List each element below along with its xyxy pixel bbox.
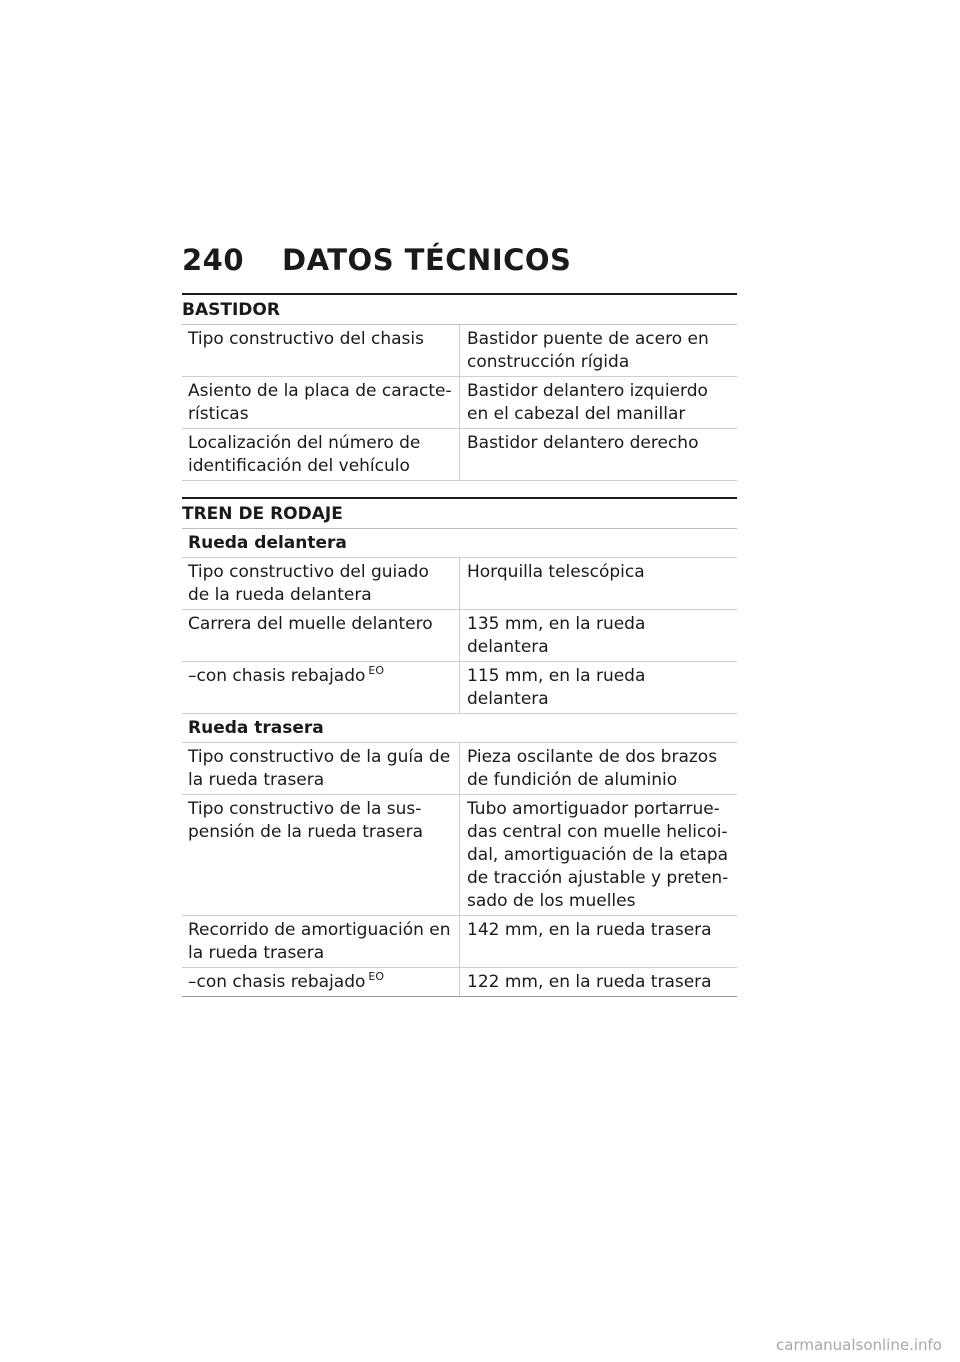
tren-de-rodaje-table (182, 529, 737, 997)
page-heading (182, 243, 737, 283)
section-title-bastidor: BASTIDOR (182, 293, 737, 325)
row-value: 142 mm, en la rueda trasera (460, 916, 738, 968)
row-label: Asiento de la placa de caracte-rísticas (182, 377, 460, 429)
subsection-title-rueda-trasera: Rueda trasera (182, 714, 737, 743)
row-label: Localización del número de identificación del vehículo (182, 429, 460, 481)
row-value: 115 mm, en la rueda delantera (460, 662, 738, 714)
page-title: DATOS TÉCNICOS (282, 243, 572, 277)
section-title-tren-de-rodaje: TREN DE RODAJE (182, 497, 737, 529)
row-label (182, 968, 460, 997)
row-label (182, 662, 460, 714)
row-label-text: –con chasis rebajado (188, 972, 366, 992)
row-value: 122 mm, en la rueda trasera (460, 968, 738, 997)
page-number: 240 (182, 243, 245, 277)
row-value: Bastidor delantero izquierdo en el cabezal del manillar (460, 377, 738, 429)
row-label: Tipo constructivo de la guía de la rueda trasera (182, 743, 460, 795)
row-label: Tipo constructivo del chasis (182, 325, 460, 377)
row-value: Pieza oscilante de dos brazos de fundición de aluminio (460, 743, 738, 795)
row-value: 135 mm, en la rueda delantera (460, 610, 738, 662)
table-row (182, 610, 737, 662)
subsection-title-rueda-delantera: Rueda delantera (182, 529, 737, 558)
table-row (182, 429, 737, 481)
table-row (182, 743, 737, 795)
row-label: Tipo constructivo del guiado de la rueda delantera (182, 558, 460, 610)
row-label: Carrera del muelle delantero (182, 610, 460, 662)
table-row (182, 662, 737, 714)
row-value: Bastidor puente de acero en construcción rígida (460, 325, 738, 377)
table-row (182, 795, 737, 916)
superscript-eo: EO (368, 664, 385, 678)
subsection-row (182, 714, 737, 743)
table-row (182, 558, 737, 610)
row-label: Recorrido de amortiguación en la rueda trasera (182, 916, 460, 968)
row-value: Tubo amortiguador portarrue-das central con muelle helicoi-dal, amortiguación de la etapa de tracción ajustable y preten-sado de los muelles (460, 795, 738, 916)
row-value: Bastidor delantero derecho (460, 429, 738, 481)
table-row (182, 968, 737, 997)
row-value: Horquilla telescópica (460, 558, 738, 610)
superscript-eo: EO (368, 970, 385, 984)
subsection-row (182, 529, 737, 558)
manual-page (182, 243, 737, 997)
watermark-text: carmanualsonline.info (776, 1336, 942, 1354)
table-row (182, 325, 737, 377)
row-label: Tipo constructivo de la sus-pensión de la rueda trasera (182, 795, 460, 916)
table-row (182, 916, 737, 968)
row-label-text: –con chasis rebajado (188, 666, 366, 686)
table-row (182, 377, 737, 429)
bastidor-table (182, 325, 737, 481)
